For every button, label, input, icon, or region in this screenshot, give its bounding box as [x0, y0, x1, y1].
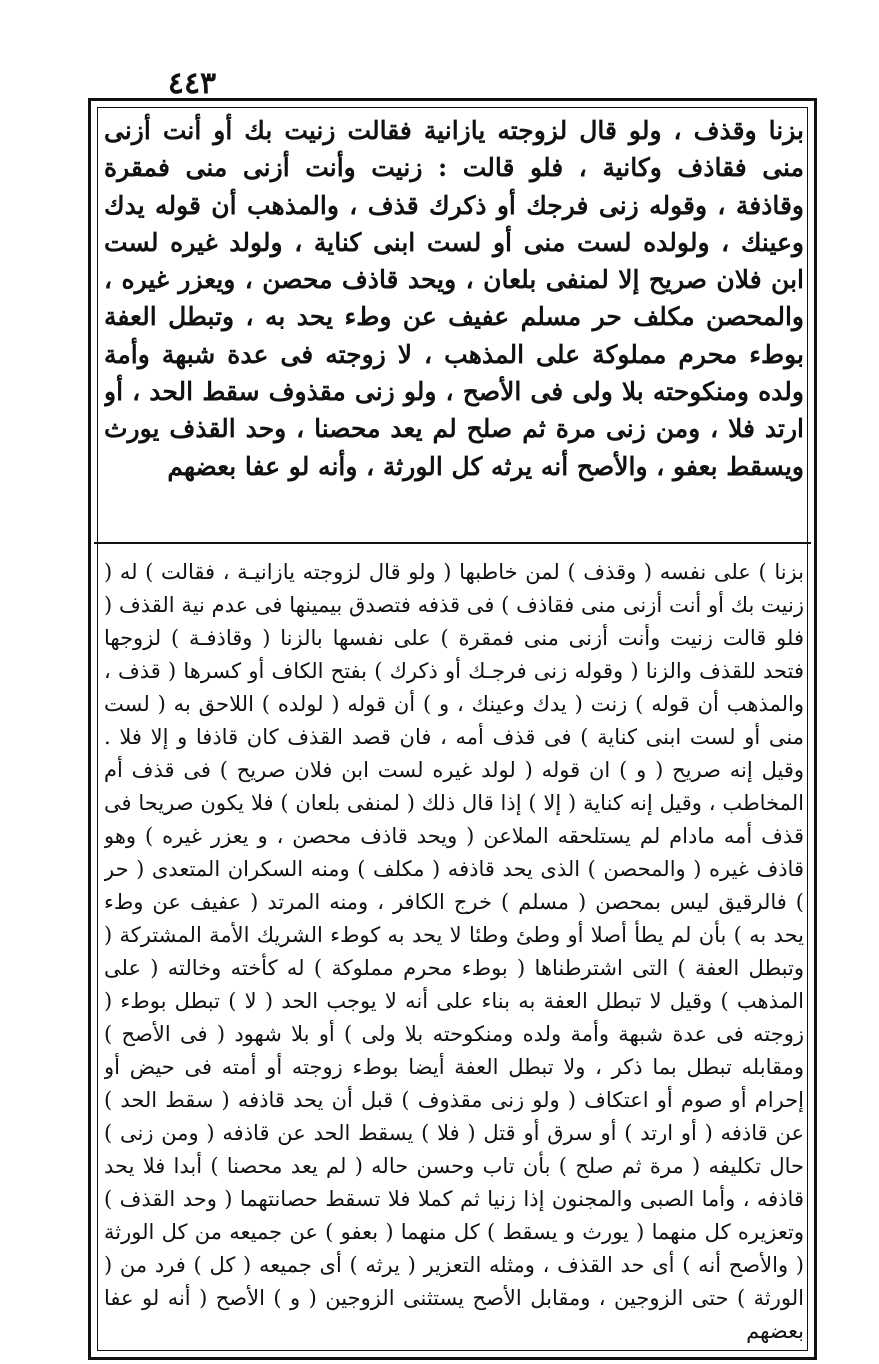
- section-divider: [94, 542, 811, 544]
- matn-text: بزنا وقذف ، ولو قال لزوجته يازانية فقالت زنيت بك أو أنت أزنى منى فقاذف وكانية ، فلو قالت : زنيت وأنت أزنى منى فمقرة وقاذفة ، وقوله زنى فرجك أو ذكرك قذف ، والمذهب أن قوله يدك وعينك ، ولولده لست منى أو لست ابنى كناية ، ولولد غيره لست ابن فلان صريح إلا لمنفى بلعان ، ويحد قاذف محصن ، ويعزر غيره ، والمحصن مكلف حر مسلم عفيف عن وطء يحد به ، وتبطل العفة بوطء محرم مملوكة على المذهب ، لا زوجته فى عدة شبهة وأمة ولده ومنكوحته بلا ولى فى الأصح ، ولو زنى مقذوف سقط الحد ، أو ارتد فلا ، ومن زنى مرة ثم صلح لم يعد محصنا ، وحد القذف يورث ويسقط بعفو ، والأصح أنه يرثه كل الورثة ، وأنه لو عفا بعضهم: [104, 116, 804, 481]
- page-number: ٤٤٣: [167, 66, 217, 101]
- commentary-text: بزنا ) على نفسه ( وقذف ) لمن خاطبها ( ولو قال لزوجته يازانيـة ، فقالت ) له ( زنيت بك أو أنت أزنى منى فقاذف ) فى قذفه فتصدق بيمينها فى عدم نية القذف ( فلو قالت زنيت وأنت أزنى منى فمقرة ) على نفسها بالزنا ( وقاذفـة ) لزوجها فتحد للقذف والزنا ( وقوله زنى فرجـك أو ذكرك ) بفتح الكاف أو كسرها ( قذف ، والمذهب أن قوله ) زنت ( يدك وعينك ، و ) أن قوله ( لولده ) اللاحق به ( لست منى أو لست ابنى كناية ) فى قذف أمه ، فان قصد القذف كان قاذفا و إلا فلا . وقيل إنه صريح ( و ) ان قوله ( لولد غيره لست ابن فلان صريح ) فى قذف أم المخاطب ، وقيل إنه كناية ( إلا ) إذا قال ذلك ( لمنفى بلعان ) فلا يكون صريحا فى قذف أمه مادام لم يستلحقه الملاعن ( ويحد قاذف محصن ، و يعزر غيره ) وهو قاذف غيره ( والمحصن ) الذى يحد قاذفه ( مكلف ) ومنه السكران المتعدى ( حر ) فالرقيق ليس بمحصن ( مسلم ) خرج الكافر ، ومنه المرتد ( عفيف عن وطء يحد به ) بأن لم يطأ أصلا أو وطئ وطئا لا يحد به كوطء الشريك الأمة المشتركة ( وتبطل العفة ) التى اشترطناها ( بوطء محرم مملوكة ) له كأخته وخالته ( على المذهب ) وقيل لا تبطل العفة به بناء على أنه لا يوجب الحد ( لا ) تبطل بوطء ( زوجته فى عدة شبهة وأمة ولده ومنكوحته بلا ولى ) أو بلا شهود ( فى الأصح ) ومقابله تبطل بما ذكر ، ولا تبطل العفة أيضا بوطء زوجته أو أمته فى حيض أو إحرام أو صوم أو اعتكاف ( ولو زنى مقذوف ) قبل أن يحد قاذفه ( سقط الحد ) عن قاذفه ( أو ارتد ) أو سرق أو قتل ( فلا ) يسقط الحد عن قاذفه ( ومن زنى ) حال تكليفه ( مرة ثم صلح ) بأن تاب وحسن حاله ( لم يعد محصنا ) أبدا فلا يحد قاذفه ، وأما الصبى والمجنون إذا زنيا ثم كملا فلا تسقط حصانتهما ( وحد القذف ) وتعزيره كل منهما ( يورث و يسقط ) كل منهما ( بعفو ) عن جميعه من كل الورثة ( والأصح أنه ) أى حد القذف ، ومثله التعزير ( يرثه ) أى جميعه ( كل ) فرد من ( الورثة ) حتى الزوجين ، ومقابل الأصح يستثنى الزوجين ( و ) الأصح ( أنه لو عفا بعضهم: [104, 560, 804, 1343]
